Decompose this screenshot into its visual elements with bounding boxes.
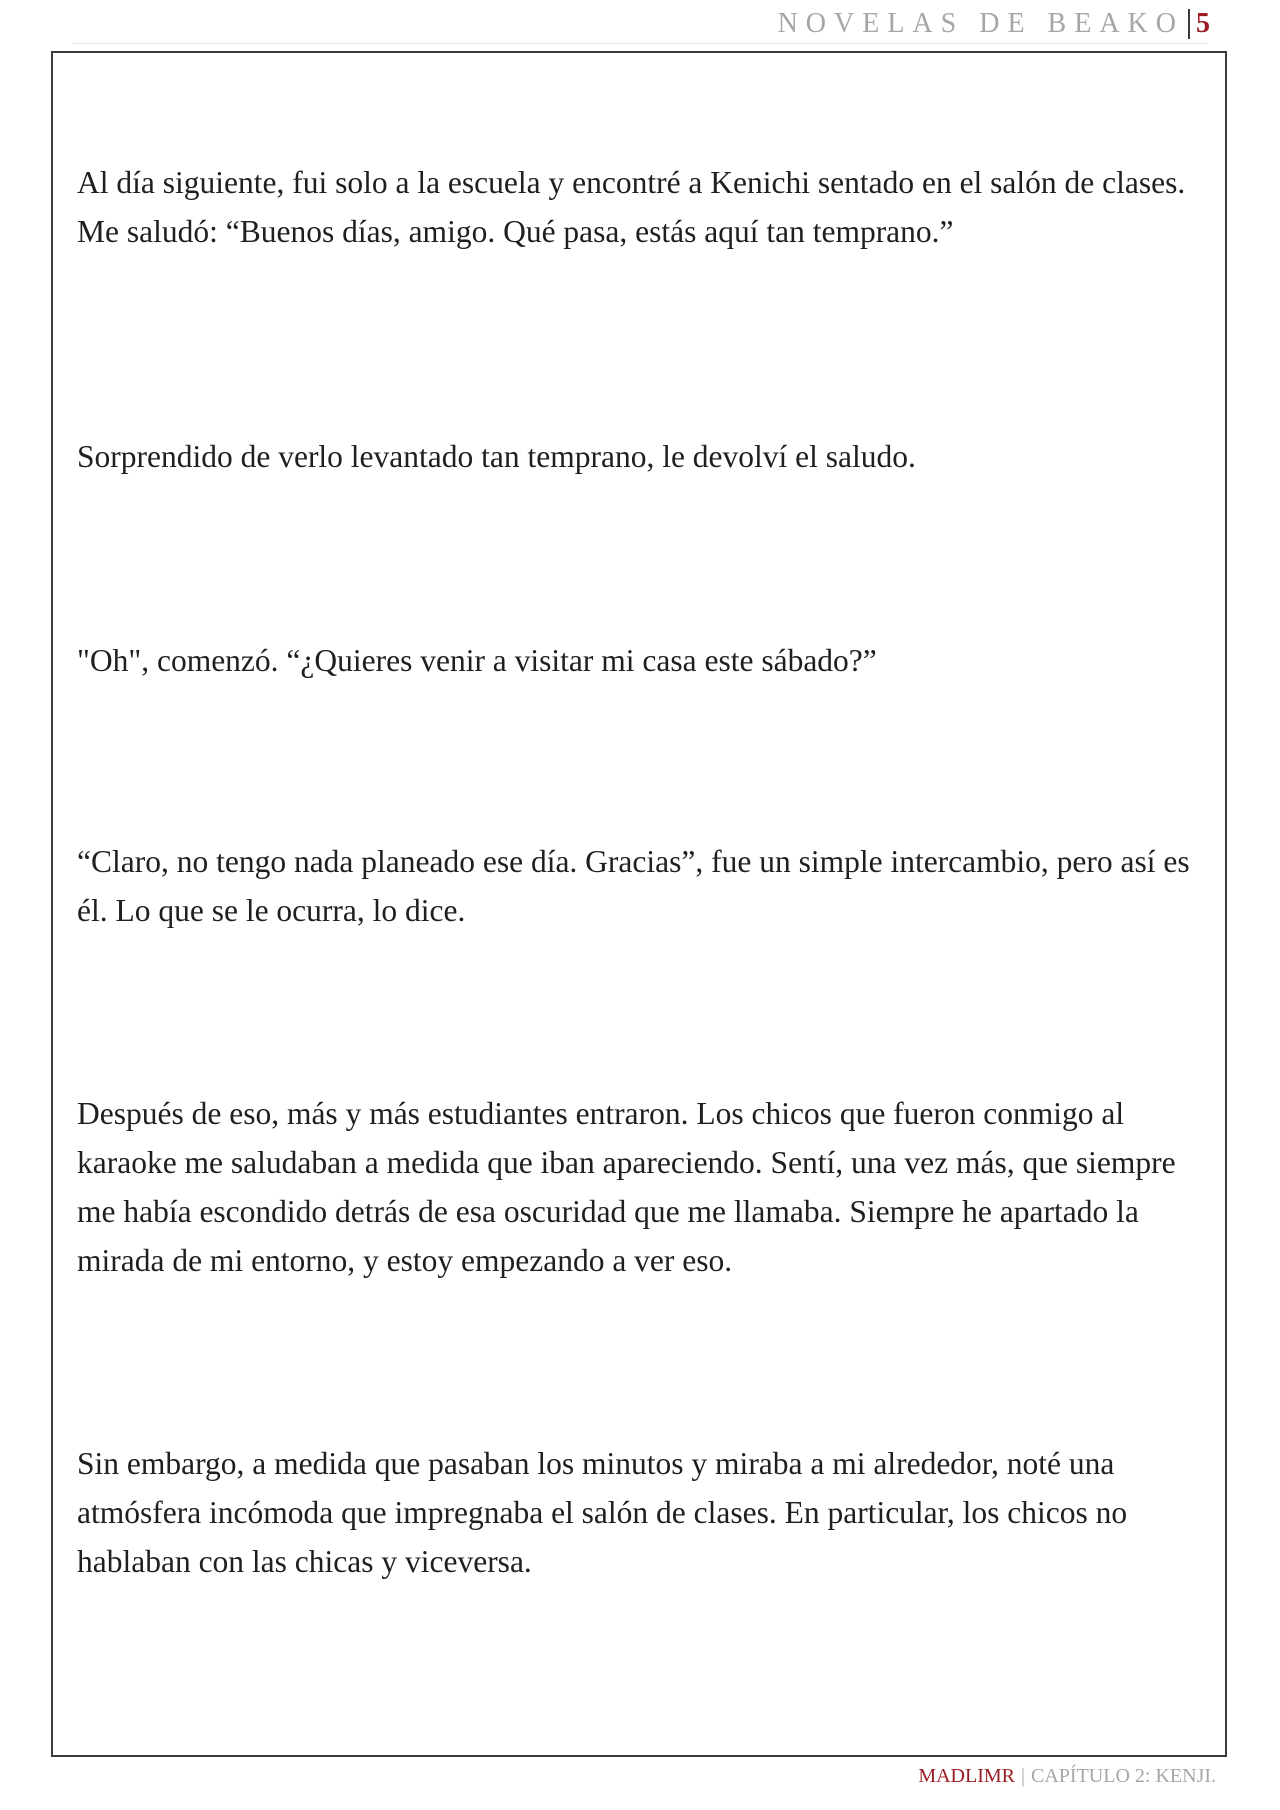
page-number: 5 [1196,8,1210,39]
paragraph-4: “Claro, no tengo nada planeado ese día. Gracias”, fue un simple intercambio, pero así es él. Lo que se le ocurra, lo dice. [77,844,1190,928]
header-rule [72,43,1208,44]
header-title: NOVELAS DE BEAKO [777,8,1184,39]
paragraph-6: Sin embargo, a medida que pasaban los minutos y miraba a mi alrededor, noté una atmósfera incómoda que impregnaba el salón de clases. En particular, los chicos no hablaban con las chicas y viceversa. [77,1446,1128,1579]
footer-author: MADLIMR [918,1765,1015,1787]
footer-chapter: CAPÍTULO 2: KENJI. [1031,1765,1216,1787]
header-separator [1188,9,1190,39]
footer-separator: | [1020,1765,1025,1787]
paragraph-1: Al día siguiente, fui solo a la escuela y encontré a Kenichi sentado en el salón de clases. Me saludó: “Buenos días, amigo. Qué pasa, estás aquí tan temprano.” [77,165,1186,249]
running-header [778,6,1210,42]
paragraph-3: "Oh", comenzó. “¿Quieres venir a visitar mi casa este sábado?” [77,643,877,678]
paragraph-2: Sorprendido de verlo levantado tan temprano, le devolví el saludo. [77,439,916,474]
paragraph-5: Después de eso, más y más estudiantes entraron. Los chicos que fueron conmigo al karaoke me saludaban a medida que iban apareciendo. Sentí, una vez más, que siempre me había escondido detrás de esa oscuridad que me llamaba. Siempre he apartado la mirada de mi entorno, y estoy empezando a ver eso. [77,1096,1176,1278]
running-footer [918,1765,1216,1788]
